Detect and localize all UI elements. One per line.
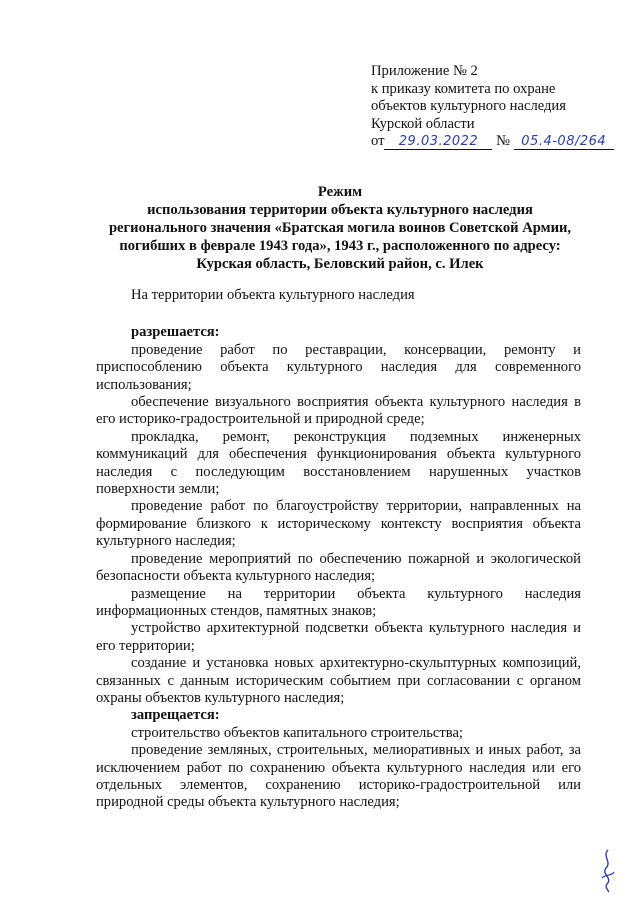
intro-paragraph: На территории объекта культурного наследия bbox=[131, 287, 415, 303]
allowed-item: проведение работ по благоустройству территории, направленных на формирование близкого к историческому контексту восприятия объекта культурного наследия; bbox=[96, 498, 581, 550]
order-number: 05.4-08/264 bbox=[521, 134, 607, 149]
forbidden-item: строительство объектов капитального строительства; bbox=[131, 724, 463, 741]
order-date: 29.03.2022 bbox=[398, 134, 479, 149]
title-line-2: регионального значения «Братская могила воинов Советской Армии, bbox=[108, 220, 572, 236]
allowed-item: обеспечение визуального восприятия объекта культурного наследия в его историко-градостроительной и природной среде; bbox=[96, 394, 581, 428]
order-number-field bbox=[514, 134, 614, 150]
appendix-title: Приложение № 2 bbox=[371, 63, 478, 79]
appendix-date-number-line bbox=[371, 133, 621, 151]
document-title bbox=[60, 183, 620, 273]
allowed-item: проведение работ по реставрации, консервации, ремонту и приспособлению объекта культурного наследия для современного использования; bbox=[96, 341, 581, 393]
allowed-item: прокладка, ремонт, реконструкция подземных инженерных коммуникаций для обеспечения функционирования объекта культурного наследия с последующим восстановлением нарушенных участков поверхности земли; bbox=[96, 428, 581, 498]
title-line-4: Курская область, Беловский район, с. Илек bbox=[196, 256, 484, 272]
appendix-region-line: Курской области bbox=[371, 115, 475, 132]
forbidden-item: проведение земляных, строительных, мелиоративных и иных работ, за исключением работ по сохранению объекта культурного наследия или его отдельных элементов, сохранению историко-градостроительной или природной среды объекта культурного наследия; bbox=[96, 742, 581, 811]
allowed-item: устройство архитектурной подсветки объекта культурного наследия и его территории; bbox=[96, 620, 581, 654]
forbidden-heading: запрещается: bbox=[131, 707, 220, 724]
allowed-item: размещение на территории объекта культурного наследия информационных стендов, памятных знаков; bbox=[96, 585, 581, 619]
number-label: № bbox=[496, 133, 511, 149]
document-body bbox=[96, 287, 581, 812]
from-label: от bbox=[371, 133, 385, 149]
order-date-field bbox=[384, 134, 492, 150]
allowed-heading: разрешается: bbox=[131, 324, 220, 341]
title-line-1: использования территории объекта культурного наследия bbox=[147, 202, 533, 218]
title-line-3: погибших в феврале 1943 года», 1943 г., расположенного по адресу: bbox=[119, 238, 561, 254]
allowed-item: создание и установка новых архитектурно-скульптурных композиций, связанных с данным историческим событием при согласовании с органом охраны объектов культурного наследия; bbox=[96, 655, 581, 706]
appendix-order-line: к приказу комитета по охране bbox=[371, 80, 556, 97]
appendix-block bbox=[371, 63, 621, 151]
initials-mark bbox=[598, 848, 618, 893]
title-heading: Режим bbox=[317, 184, 363, 200]
allowed-item: проведение мероприятий по обеспечению пожарной и экологической безопасности объекта культурного наследия; bbox=[96, 550, 581, 585]
appendix-committee-line: объектов культурного наследия bbox=[371, 98, 566, 114]
